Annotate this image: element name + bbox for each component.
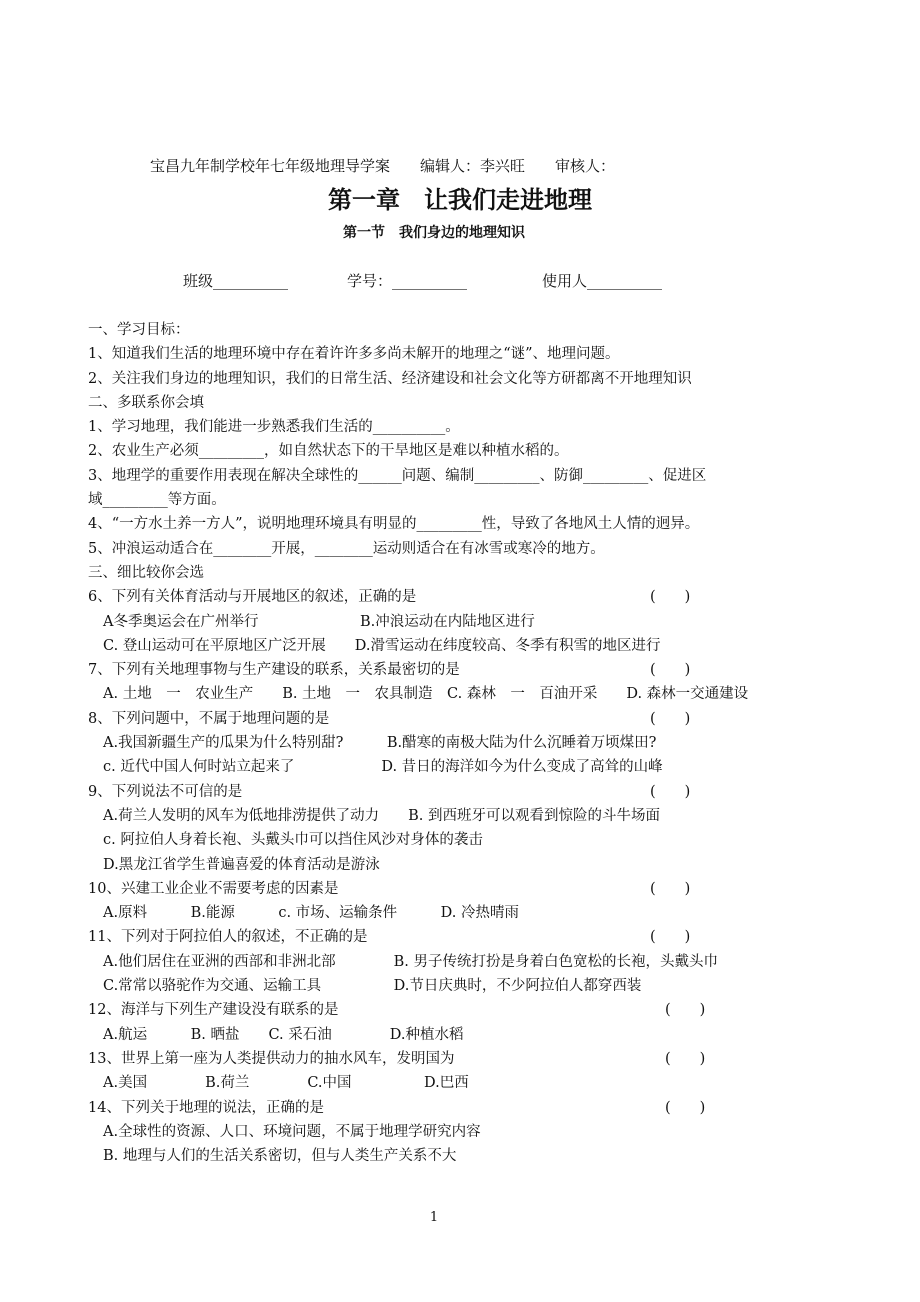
fill-item: 2、农业生产必须_________，如自然状态下的干旱地区是难以种植水稻的。 xyxy=(88,443,569,460)
question-8: 8、下列问题中，不属于地理问题的是 ( ) xyxy=(88,707,788,731)
answer-paren: ( ) xyxy=(665,1002,706,1019)
section-subtitle: 第一节 我们身边的地理知识 xyxy=(343,225,525,241)
fill-item: 5、冲浪运动适合在________开展，________运动则适合在有冰雪或寒冷的地方。 xyxy=(88,540,605,557)
fill-item: 4、“一方水土养一方人”，说明地理环境具有明显的_________性，导致了各地风土人情的迥异。 xyxy=(88,516,700,533)
question-7: 7、下列有关地理事物与生产建设的联系，关系最密切的是 ( ) xyxy=(88,658,788,682)
question-option: c. 近代中国人何时站立起来了 D. 昔日的海洋如今为什么变成了高耸的山峰 xyxy=(103,759,663,776)
section3-heading: 三、细比较你会选 xyxy=(88,564,204,581)
question-6: 6、下列有关体育活动与开展地区的叙述，正确的是 ( ) xyxy=(88,585,788,609)
question-13: 13、世界上第一座为人类提供动力的抽水风车，发明国为 ( ) xyxy=(88,1047,788,1071)
question-option: A.原料 B.能源 c. 市场、运输条件 D. 冷热晴雨 xyxy=(103,905,520,922)
question-option: A冬季奥运会在广州举行 B.冲浪运动在内陆地区进行 xyxy=(103,613,535,630)
question-10: 10、兴建工业企业不需要考虑的因素是 ( ) xyxy=(88,877,788,901)
question-option: C. 登山运动可在平原地区广泛开展 D.滑雪运动在纬度较高、冬季有积雪的地区进行 xyxy=(103,637,661,654)
user-field: 使用人__________ xyxy=(542,272,663,290)
answer-paren: ( ) xyxy=(665,1099,706,1116)
question-14: 14、下列关于地理的说法，正确的是 ( ) xyxy=(88,1096,788,1120)
answer-paren: ( ) xyxy=(650,783,691,800)
section2-heading: 二、多联系你会填 xyxy=(88,394,204,411)
student-number-field: 学号：__________ xyxy=(347,272,468,290)
question-option: B. 地理与人们的生活关系密切，但与人类生产关系不大 xyxy=(103,1148,457,1165)
question-option: A.我国新疆生产的瓜果为什么特别甜? B.醋寒的南极大陆为什么沉睡着万顷煤田? xyxy=(103,735,657,752)
question-12: 12、海洋与下列生产建设没有联系的是 ( ) xyxy=(88,998,788,1022)
chapter-title: 第一章 让我们走进地理 xyxy=(328,186,592,214)
question-option: A.荷兰人发明的风车为低地排涝提供了动力 B. 到西班牙可以观看到惊险的斗牛场面 xyxy=(103,807,660,824)
fill-item: 域_________等方面。 xyxy=(88,492,226,509)
answer-paren: ( ) xyxy=(650,880,691,897)
question-11: 11、下列对于阿拉伯人的叙述，不正确的是 ( ) xyxy=(88,925,788,949)
question-option: c. 阿拉伯人身着长袍、头戴头巾可以挡住风沙对身体的袭击 xyxy=(103,832,483,849)
question-option: D.黑龙江省学生普遍喜爱的体育活动是游泳 xyxy=(103,856,380,873)
class-field: 班级__________ xyxy=(183,272,289,290)
fill-item: 1、学习地理，我们能进一步熟悉我们生活的__________。 xyxy=(88,419,460,436)
section1-heading: 一、学习目标： xyxy=(88,322,190,338)
objective-item: 1、知道我们生活的地理环境中存在着许许多多尚未解开的地理之“谜”、地理问题。 xyxy=(88,346,620,363)
question-9: 9、下列说法不可信的是 ( ) xyxy=(88,780,788,804)
answer-paren: ( ) xyxy=(665,1050,706,1067)
objective-item: 2、关注我们身边的地理知识，我们的日常生活、经济建设和社会文化等方研都离不开地理知识 xyxy=(88,370,692,387)
answer-paren: ( ) xyxy=(650,589,691,606)
question-option: A.航运 B. 晒盐 C. 采石油 D.种植水稻 xyxy=(103,1026,464,1043)
fill-item: 3、地理学的重要作用表现在解决全球性的______问题、编制_________、防御_________、促进区 xyxy=(88,467,707,484)
document-header: 宝昌九年制学校年七年级地理导学案 编辑人：李兴旺 审核人： xyxy=(150,157,616,175)
question-option: A.美国 B.荷兰 C.中国 D.巴西 xyxy=(103,1075,469,1092)
page-number: 1 xyxy=(429,1210,439,1225)
answer-paren: ( ) xyxy=(650,662,691,679)
answer-paren: ( ) xyxy=(650,710,691,727)
document-body xyxy=(88,318,788,1168)
question-option: A.他们居住在亚洲的西部和非洲北部 B. 男子传统打扮是身着白色宽松的长袍，头戴头巾 xyxy=(103,953,718,970)
question-option: C.常常以骆驼作为交通、运输工具 D.节日庆典时，不少阿拉伯人都穿西装 xyxy=(103,978,642,995)
question-option: A. 土地 一 农业生产 B. 土地 一 农具制造 C. 森林 一 百油开采 D. 森林一交通建设 xyxy=(103,686,749,703)
question-option: A.全球性的资源、人口、环境问题，不属于地理学研究内容 xyxy=(103,1123,481,1140)
answer-paren: ( ) xyxy=(650,929,691,946)
